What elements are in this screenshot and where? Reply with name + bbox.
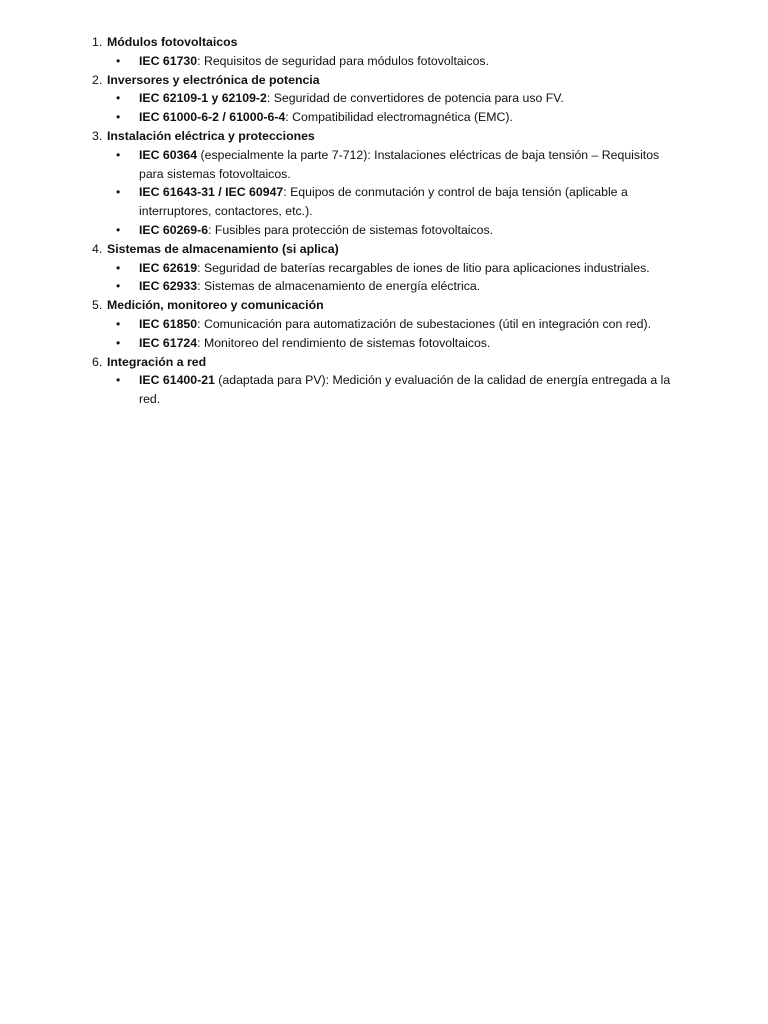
list-item [92,108,682,127]
standard-code: IEC 62933 [139,279,198,294]
standard-description: (especialmente la parte 7-712): Instalaciones eléctricas de baja tensión – Requisitos para sistemas fotovoltaicos. [139,147,660,181]
list-item [92,52,682,71]
section-items [92,52,682,71]
section-title: Módulos fotovoltaicos [107,35,238,49]
standard-description: : Compatibilidad electromagnética (EMC). [285,110,513,125]
standard-code: IEC 62109-1 y 62109-2 [139,91,267,106]
list-item [92,334,682,353]
list-item [92,277,682,296]
bullet-icon: • [116,373,121,388]
standard-code: IEC 60269-6 [139,222,209,237]
section-heading [92,240,682,259]
list-item [92,221,682,240]
section-items [92,259,682,297]
section-items [92,146,682,240]
item-text [139,277,682,296]
section-items [92,89,682,127]
bullet-icon: • [116,91,121,106]
section-title: Instalación eléctrica y protecciones [107,128,315,143]
section-heading [92,296,682,315]
section-storage [92,240,682,296]
standards-list [92,33,682,409]
bullet-icon: • [116,260,121,275]
bullet-icon: • [116,316,121,331]
standard-code: IEC 61724 [139,335,198,350]
bullet-icon: • [116,279,121,294]
bullet-icon: • [116,185,121,200]
item-text [139,371,682,409]
section-number: 4. [92,241,103,256]
list-item [92,183,682,221]
standard-description: : Requisitos de seguridad para módulos fotovoltaicos. [197,53,490,68]
standard-description: : Fusibles para protección de sistemas fotovoltaicos. [208,222,494,237]
list-item [92,89,682,108]
list-item [92,371,682,409]
standard-code: IEC 62619 [139,260,198,275]
standard-code: IEC 61850 [139,316,198,331]
bullet-icon: • [116,53,121,68]
item-text [139,52,682,71]
standard-description: : Seguridad de baterías recargables de iones de litio para aplicaciones industriales. [197,260,650,275]
section-title: Sistemas de almacenamiento (si aplica) [107,241,339,256]
section-number: 1. [92,35,103,49]
standard-description: : Equipos de conmutación y control de baja tensión (aplicable a interruptores, contactores, etc.). [139,185,628,219]
section-heading [92,33,682,52]
section-title: Integración a red [107,354,207,369]
section-heading [92,127,682,146]
standard-description: (adaptada para PV): Medición y evaluación de la calidad de energía entregada a la red. [139,373,671,407]
section-number: 5. [92,298,103,313]
section-items [92,315,682,353]
standard-description: : Seguridad de convertidores de potencia para uso FV. [266,91,564,106]
item-text [139,259,682,278]
standard-description: : Comunicación para automatización de subestaciones (útil en integración con red). [197,316,651,331]
list-item [92,146,682,184]
section-installation [92,127,682,240]
list-item [92,259,682,278]
item-text [139,334,682,353]
standard-code: IEC 61730 [139,53,198,68]
section-number: 6. [92,354,103,369]
document-body [92,33,682,409]
item-text [139,108,682,127]
item-text [139,183,682,221]
item-text [139,221,682,240]
list-item [92,315,682,334]
standard-description: : Sistemas de almacenamiento de energía eléctrica. [197,279,481,294]
standard-code: IEC 61643-31 / IEC 60947 [139,185,284,200]
standard-code: IEC 61400-21 [139,373,215,388]
section-inverters [92,71,682,127]
bullet-icon: • [116,222,121,237]
section-modules [92,33,682,71]
section-heading [92,71,682,90]
standard-description: : Monitoreo del rendimiento de sistemas fotovoltaicos. [197,335,491,350]
section-number: 2. [92,72,103,87]
standard-code: IEC 61000-6-2 / 61000-6-4 [139,110,286,125]
section-items [92,371,682,409]
section-title: Inversores y electrónica de potencia [107,72,320,87]
bullet-icon: • [116,147,121,162]
section-heading [92,353,682,372]
item-text [139,146,682,184]
standard-code: IEC 60364 [139,147,198,162]
section-title: Medición, monitoreo y comunicación [107,298,324,313]
bullet-icon: • [116,335,121,350]
item-text [139,89,682,108]
bullet-icon: • [116,110,121,125]
section-grid-integration [92,353,682,409]
section-monitoring [92,296,682,352]
section-number: 3. [92,128,103,143]
item-text [139,315,682,334]
